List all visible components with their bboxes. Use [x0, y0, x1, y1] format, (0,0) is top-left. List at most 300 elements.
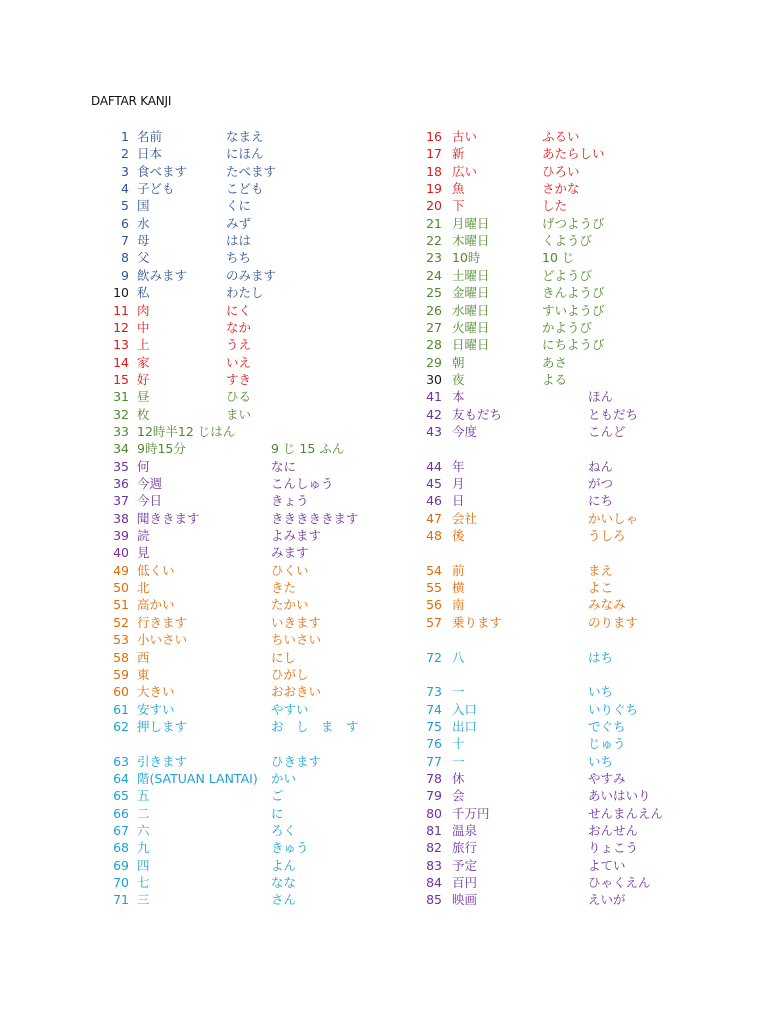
entry-number: 45 [426, 476, 442, 491]
entry-number: 54 [426, 563, 442, 578]
entry-reading: まい [226, 407, 252, 422]
entry-number: 46 [426, 493, 442, 508]
entry-kanji: 家 [137, 355, 150, 370]
entry-kanji: 金曜日 [452, 285, 490, 300]
entry-kanji: 前 [452, 563, 465, 578]
entry-reading: ひる [226, 389, 252, 404]
entry-kanji: 昼 [137, 389, 150, 404]
entry-number: 12 [113, 320, 129, 335]
list-item [0, 388, 768, 405]
entry-reading: よん [271, 858, 297, 873]
entry-reading: まえ [588, 563, 614, 578]
list-item [0, 267, 768, 284]
entry-kanji: 北 [137, 580, 150, 595]
entry-reading: うえ [226, 337, 252, 352]
entry-reading: みず [226, 216, 252, 231]
entry-reading: みなみ [588, 597, 626, 612]
entry-kanji: 階(SATUAN LANTAI) [137, 771, 258, 786]
list-item [0, 319, 768, 336]
entry-number: 71 [113, 892, 129, 907]
entry-number: 80 [426, 806, 442, 821]
entry-kanji: 押します [137, 719, 188, 734]
entry-kanji: 六 [137, 823, 150, 838]
entry-reading: よてい [588, 858, 626, 873]
entry-number: 37 [113, 493, 129, 508]
entry-number: 76 [426, 736, 442, 751]
entry-kanji: 会 [452, 788, 465, 803]
list-item [0, 562, 768, 579]
entry-kanji: 10時 [452, 250, 481, 265]
list-item [0, 649, 768, 666]
entry-number: 61 [113, 702, 129, 717]
entry-kanji: 広い [452, 164, 478, 179]
entry-number: 27 [426, 320, 442, 335]
entry-reading: にく [226, 303, 252, 318]
entry-reading: お し ま す [271, 719, 359, 734]
entry-kanji: 今日 [137, 493, 163, 508]
list-item [0, 614, 768, 631]
list-item [0, 787, 768, 804]
entry-reading: した [542, 198, 568, 213]
entry-reading: なまえ [226, 129, 264, 144]
entry-kanji: 入口 [452, 702, 478, 717]
entry-kanji: 新 [452, 146, 465, 161]
entry-number: 13 [113, 337, 129, 352]
list-item [0, 128, 768, 145]
list-item [0, 579, 768, 596]
entry-number: 50 [113, 580, 129, 595]
entry-reading: にちようび [542, 337, 605, 352]
entry-number: 8 [121, 250, 129, 265]
entry-kanji: 三 [137, 892, 150, 907]
entry-number: 67 [113, 823, 129, 838]
entry-reading: ふるい [542, 129, 580, 144]
entry-number: 31 [113, 389, 129, 404]
entry-number: 56 [426, 597, 442, 612]
entry-number: 7 [121, 233, 129, 248]
entry-number: 79 [426, 788, 442, 803]
entry-kanji: 大きい [137, 684, 175, 699]
list-item [0, 406, 768, 423]
entry-reading: にし [271, 650, 297, 665]
entry-kanji: 一 [452, 684, 465, 699]
entry-kanji: 五 [137, 788, 150, 803]
entry-kanji: 南 [452, 597, 465, 612]
entry-reading: きょう [271, 493, 309, 508]
entry-reading: じゅう [588, 736, 626, 751]
entry-kanji: 四 [137, 858, 150, 873]
list-item [0, 510, 768, 527]
entry-kanji: 休 [452, 771, 465, 786]
list-item [0, 631, 768, 648]
entry-number: 15 [113, 372, 129, 387]
entry-number: 63 [113, 754, 129, 769]
entry-reading: ひゃくえん [588, 875, 651, 890]
entry-reading: みます [271, 545, 309, 560]
entry-number: 47 [426, 511, 442, 526]
entry-reading: なな [271, 875, 297, 890]
entry-number: 60 [113, 684, 129, 699]
entry-kanji: 一 [452, 754, 465, 769]
entry-kanji: 百円 [452, 875, 478, 890]
entry-reading: よみます [271, 528, 322, 543]
entry-kanji: 飲みます [137, 268, 188, 283]
entry-kanji: 出口 [452, 719, 478, 734]
entry-number: 19 [426, 181, 442, 196]
entry-kanji: 月曜日 [452, 216, 490, 231]
entry-number: 2 [121, 146, 129, 161]
entry-reading: ひきます [271, 754, 322, 769]
entry-kanji: 水 [137, 216, 150, 231]
entry-reading: くようび [542, 233, 593, 248]
entry-reading: なか [226, 320, 252, 335]
entry-number: 20 [426, 198, 442, 213]
entry-kanji: 読 [137, 528, 150, 543]
entry-kanji: 上 [137, 337, 150, 352]
entry-reading: いえ [226, 355, 252, 370]
list-item [0, 423, 768, 440]
entry-kanji: 水曜日 [452, 303, 490, 318]
entry-reading: きんようび [542, 285, 605, 300]
list-item [0, 857, 768, 874]
entry-number: 73 [426, 684, 442, 699]
entry-kanji: 見 [137, 545, 150, 560]
entry-reading: りょこう [588, 840, 639, 855]
list-item [0, 354, 768, 371]
entry-reading: よる [542, 372, 568, 387]
entry-number: 62 [113, 719, 129, 734]
document-title: DAFTAR KANJI [91, 94, 172, 108]
entry-reading: はは [226, 233, 252, 248]
entry-reading: のみます [226, 268, 277, 283]
entry-kanji: 母 [137, 233, 150, 248]
list-item [0, 683, 768, 700]
entry-kanji: 友もだち [452, 407, 503, 422]
entry-kanji: 高かい [137, 597, 175, 612]
entry-kanji: 二 [137, 806, 150, 821]
entry-kanji: 西 [137, 650, 150, 665]
list-item [0, 458, 768, 475]
entry-kanji: 月 [452, 476, 465, 491]
entry-reading: ほん [588, 389, 614, 404]
entry-reading: でぐち [588, 719, 626, 734]
entry-number: 41 [426, 389, 442, 404]
entry-kanji: 食べます [137, 164, 188, 179]
list-item [0, 336, 768, 353]
entry-number: 17 [426, 146, 442, 161]
entry-reading: どようび [542, 268, 593, 283]
entry-number: 26 [426, 303, 442, 318]
entry-reading: やすみ [588, 771, 626, 786]
entry-reading: いち [588, 684, 614, 699]
entry-kanji: 引きます [137, 754, 188, 769]
entry-kanji: 聞ききます [137, 511, 200, 526]
list-item [0, 596, 768, 613]
entry-reading: あいはいり [588, 788, 651, 803]
entry-kanji: 予定 [452, 858, 478, 873]
entry-kanji: 日曜日 [452, 337, 490, 352]
entry-number: 70 [113, 875, 129, 890]
entry-number: 55 [426, 580, 442, 595]
entry-number: 72 [426, 650, 442, 665]
entry-kanji: 九 [137, 840, 150, 855]
entry-number: 66 [113, 806, 129, 821]
entry-kanji: 千万円 [452, 806, 490, 821]
entry-number: 34 [113, 441, 129, 456]
entry-reading: わたし [226, 285, 264, 300]
entry-reading: あさ [542, 355, 568, 370]
entry-reading: ろく [271, 823, 297, 838]
list-item [0, 475, 768, 492]
entry-reading: いち [588, 754, 614, 769]
entry-number: 10 [113, 285, 129, 300]
entry-reading: すいようび [542, 303, 605, 318]
entry-reading: こども [226, 181, 264, 196]
entry-number: 18 [426, 164, 442, 179]
entry-kanji: 肉 [137, 303, 150, 318]
entry-reading: 10 じ [542, 250, 575, 265]
entry-kanji: 年 [452, 459, 465, 474]
entry-number: 64 [113, 771, 129, 786]
entry-kanji: 温泉 [452, 823, 478, 838]
list-item [0, 249, 768, 266]
list-item [0, 180, 768, 197]
entry-kanji: 十 [452, 736, 465, 751]
entry-reading: にほん [226, 146, 264, 161]
entry-kanji: 中 [137, 320, 150, 335]
entry-number: 59 [113, 667, 129, 682]
entry-number: 14 [113, 355, 129, 370]
entry-reading: がつ [588, 476, 614, 491]
entry-number: 1 [121, 129, 129, 144]
list-item [0, 701, 768, 718]
entry-number: 9 [121, 268, 129, 283]
list-item [0, 666, 768, 683]
entry-kanji: 12時半12 じはん [137, 424, 236, 439]
entry-reading: なに [271, 459, 297, 474]
entry-kanji: 七 [137, 875, 150, 890]
entry-reading: たべます [226, 164, 277, 179]
entry-reading: えいが [588, 892, 626, 907]
entry-number: 40 [113, 545, 129, 560]
entry-reading: くに [226, 198, 252, 213]
entry-number: 44 [426, 459, 442, 474]
entry-number: 51 [113, 597, 129, 612]
entry-kanji: 土曜日 [452, 268, 490, 283]
entry-number: 57 [426, 615, 442, 630]
entry-kanji: 古い [452, 129, 478, 144]
entry-number: 3 [121, 164, 129, 179]
entry-kanji: 今週 [137, 476, 163, 491]
list-item [0, 440, 768, 457]
entry-number: 28 [426, 337, 442, 352]
entry-number: 25 [426, 285, 442, 300]
list-item [0, 822, 768, 839]
entry-kanji: 日 [452, 493, 465, 508]
entry-reading: ちち [226, 250, 252, 265]
entry-reading: あたらしい [542, 146, 605, 161]
entry-number: 32 [113, 407, 129, 422]
entry-kanji: 旅行 [452, 840, 478, 855]
entry-kanji: 好 [137, 372, 150, 387]
list-item [0, 215, 768, 232]
entry-reading: げつようび [542, 216, 605, 231]
entry-number: 21 [426, 216, 442, 231]
entry-kanji: 魚 [452, 181, 465, 196]
list-item [0, 197, 768, 214]
entry-reading: おんせん [588, 823, 639, 838]
entry-number: 23 [426, 250, 442, 265]
entry-kanji: 父 [137, 250, 150, 265]
list-item [0, 805, 768, 822]
entry-kanji: 名前 [137, 129, 163, 144]
entry-kanji: 枚 [137, 407, 150, 422]
entry-reading: のります [588, 615, 639, 630]
entry-kanji: 後 [452, 528, 465, 543]
list-item [0, 891, 768, 908]
list-item [0, 527, 768, 544]
entry-kanji: 9時15分 [137, 441, 186, 456]
entry-number: 29 [426, 355, 442, 370]
entry-reading: ひくい [271, 563, 309, 578]
entry-reading: せんまんえん [588, 806, 664, 821]
entry-kanji: 行きます [137, 615, 188, 630]
list-item [0, 874, 768, 891]
entry-kanji: 本 [452, 389, 465, 404]
list-item [0, 718, 768, 735]
entry-reading: 9 じ 15 ふん [271, 441, 345, 456]
list-item [0, 544, 768, 561]
list-item [0, 492, 768, 509]
entry-number: 74 [426, 702, 442, 717]
entry-kanji: 木曜日 [452, 233, 490, 248]
entry-number: 52 [113, 615, 129, 630]
entry-kanji: 安すい [137, 702, 175, 717]
entry-reading: に [271, 806, 284, 821]
entry-reading: さん [271, 892, 297, 907]
entry-reading: かようび [542, 320, 593, 335]
entry-kanji: 夜 [452, 372, 465, 387]
entry-number: 58 [113, 650, 129, 665]
list-item [0, 163, 768, 180]
entry-reading: よこ [588, 580, 614, 595]
entry-number: 83 [426, 858, 442, 873]
entry-reading: いりぐち [588, 702, 639, 717]
list-item [0, 284, 768, 301]
entry-kanji: 下 [452, 198, 465, 213]
entry-number: 42 [426, 407, 442, 422]
entry-reading: こんしゅう [271, 476, 334, 491]
entry-reading: きききききます [271, 511, 359, 526]
entry-number: 30 [426, 372, 442, 387]
entry-kanji: 国 [137, 198, 150, 213]
list-item [0, 145, 768, 162]
entry-number: 35 [113, 459, 129, 474]
entry-kanji: 子ども [137, 181, 175, 196]
entry-number: 4 [121, 181, 129, 196]
entry-reading: こんど [588, 424, 626, 439]
entry-reading: ひがし [271, 667, 309, 682]
entry-number: 38 [113, 511, 129, 526]
entry-number: 33 [113, 424, 129, 439]
entry-number: 6 [121, 216, 129, 231]
entry-kanji: 小いさい [137, 632, 188, 647]
entry-reading: ひろい [542, 164, 580, 179]
entry-number: 81 [426, 823, 442, 838]
entry-number: 65 [113, 788, 129, 803]
entry-number: 77 [426, 754, 442, 769]
list-item [0, 302, 768, 319]
entry-number: 5 [121, 198, 129, 213]
entry-number: 16 [426, 129, 442, 144]
entry-reading: きゅう [271, 840, 309, 855]
entry-number: 48 [426, 528, 442, 543]
list-item [0, 839, 768, 856]
entry-kanji: 横 [452, 580, 465, 595]
entry-kanji: 低くい [137, 563, 175, 578]
entry-reading: やすい [271, 702, 309, 717]
list-item [0, 770, 768, 787]
entry-reading: すき [226, 372, 252, 387]
entry-number: 53 [113, 632, 129, 647]
entry-reading: かい [271, 771, 297, 786]
entry-number: 24 [426, 268, 442, 283]
entry-number: 68 [113, 840, 129, 855]
entry-reading: かいしゃ [588, 511, 639, 526]
entry-reading: ちいさい [271, 632, 322, 647]
entry-number: 36 [113, 476, 129, 491]
entry-reading: ねん [588, 459, 614, 474]
entry-number: 85 [426, 892, 442, 907]
list-item [0, 735, 768, 752]
entry-kanji: 日本 [137, 146, 163, 161]
entry-kanji: 火曜日 [452, 320, 490, 335]
entry-kanji: 朝 [452, 355, 465, 370]
entry-reading: おおきい [271, 684, 322, 699]
entry-kanji: 会社 [452, 511, 478, 526]
entry-reading: にち [588, 493, 614, 508]
entry-reading: いきます [271, 615, 322, 630]
entry-number: 84 [426, 875, 442, 890]
entry-kanji: 乗ります [452, 615, 503, 630]
list-item [0, 232, 768, 249]
entry-reading: たかい [271, 597, 309, 612]
entry-reading: きた [271, 580, 297, 595]
entry-kanji: 八 [452, 650, 465, 665]
entry-reading: さかな [542, 181, 580, 196]
entry-number: 43 [426, 424, 442, 439]
entry-number: 78 [426, 771, 442, 786]
entry-number: 39 [113, 528, 129, 543]
entry-number: 69 [113, 858, 129, 873]
entry-kanji: 東 [137, 667, 150, 682]
entry-reading: ご [271, 788, 284, 803]
entry-number: 11 [113, 303, 129, 318]
entry-number: 49 [113, 563, 129, 578]
entry-reading: うしろ [588, 528, 626, 543]
entry-kanji: 映画 [452, 892, 478, 907]
entry-reading: はち [588, 650, 614, 665]
entry-number: 22 [426, 233, 442, 248]
entry-number: 82 [426, 840, 442, 855]
entry-reading: ともだち [588, 407, 639, 422]
list-item [0, 753, 768, 770]
entry-kanji: 何 [137, 459, 150, 474]
entry-number: 75 [426, 719, 442, 734]
list-item [0, 371, 768, 388]
entry-kanji: 今度 [452, 424, 478, 439]
entry-kanji: 私 [137, 285, 150, 300]
